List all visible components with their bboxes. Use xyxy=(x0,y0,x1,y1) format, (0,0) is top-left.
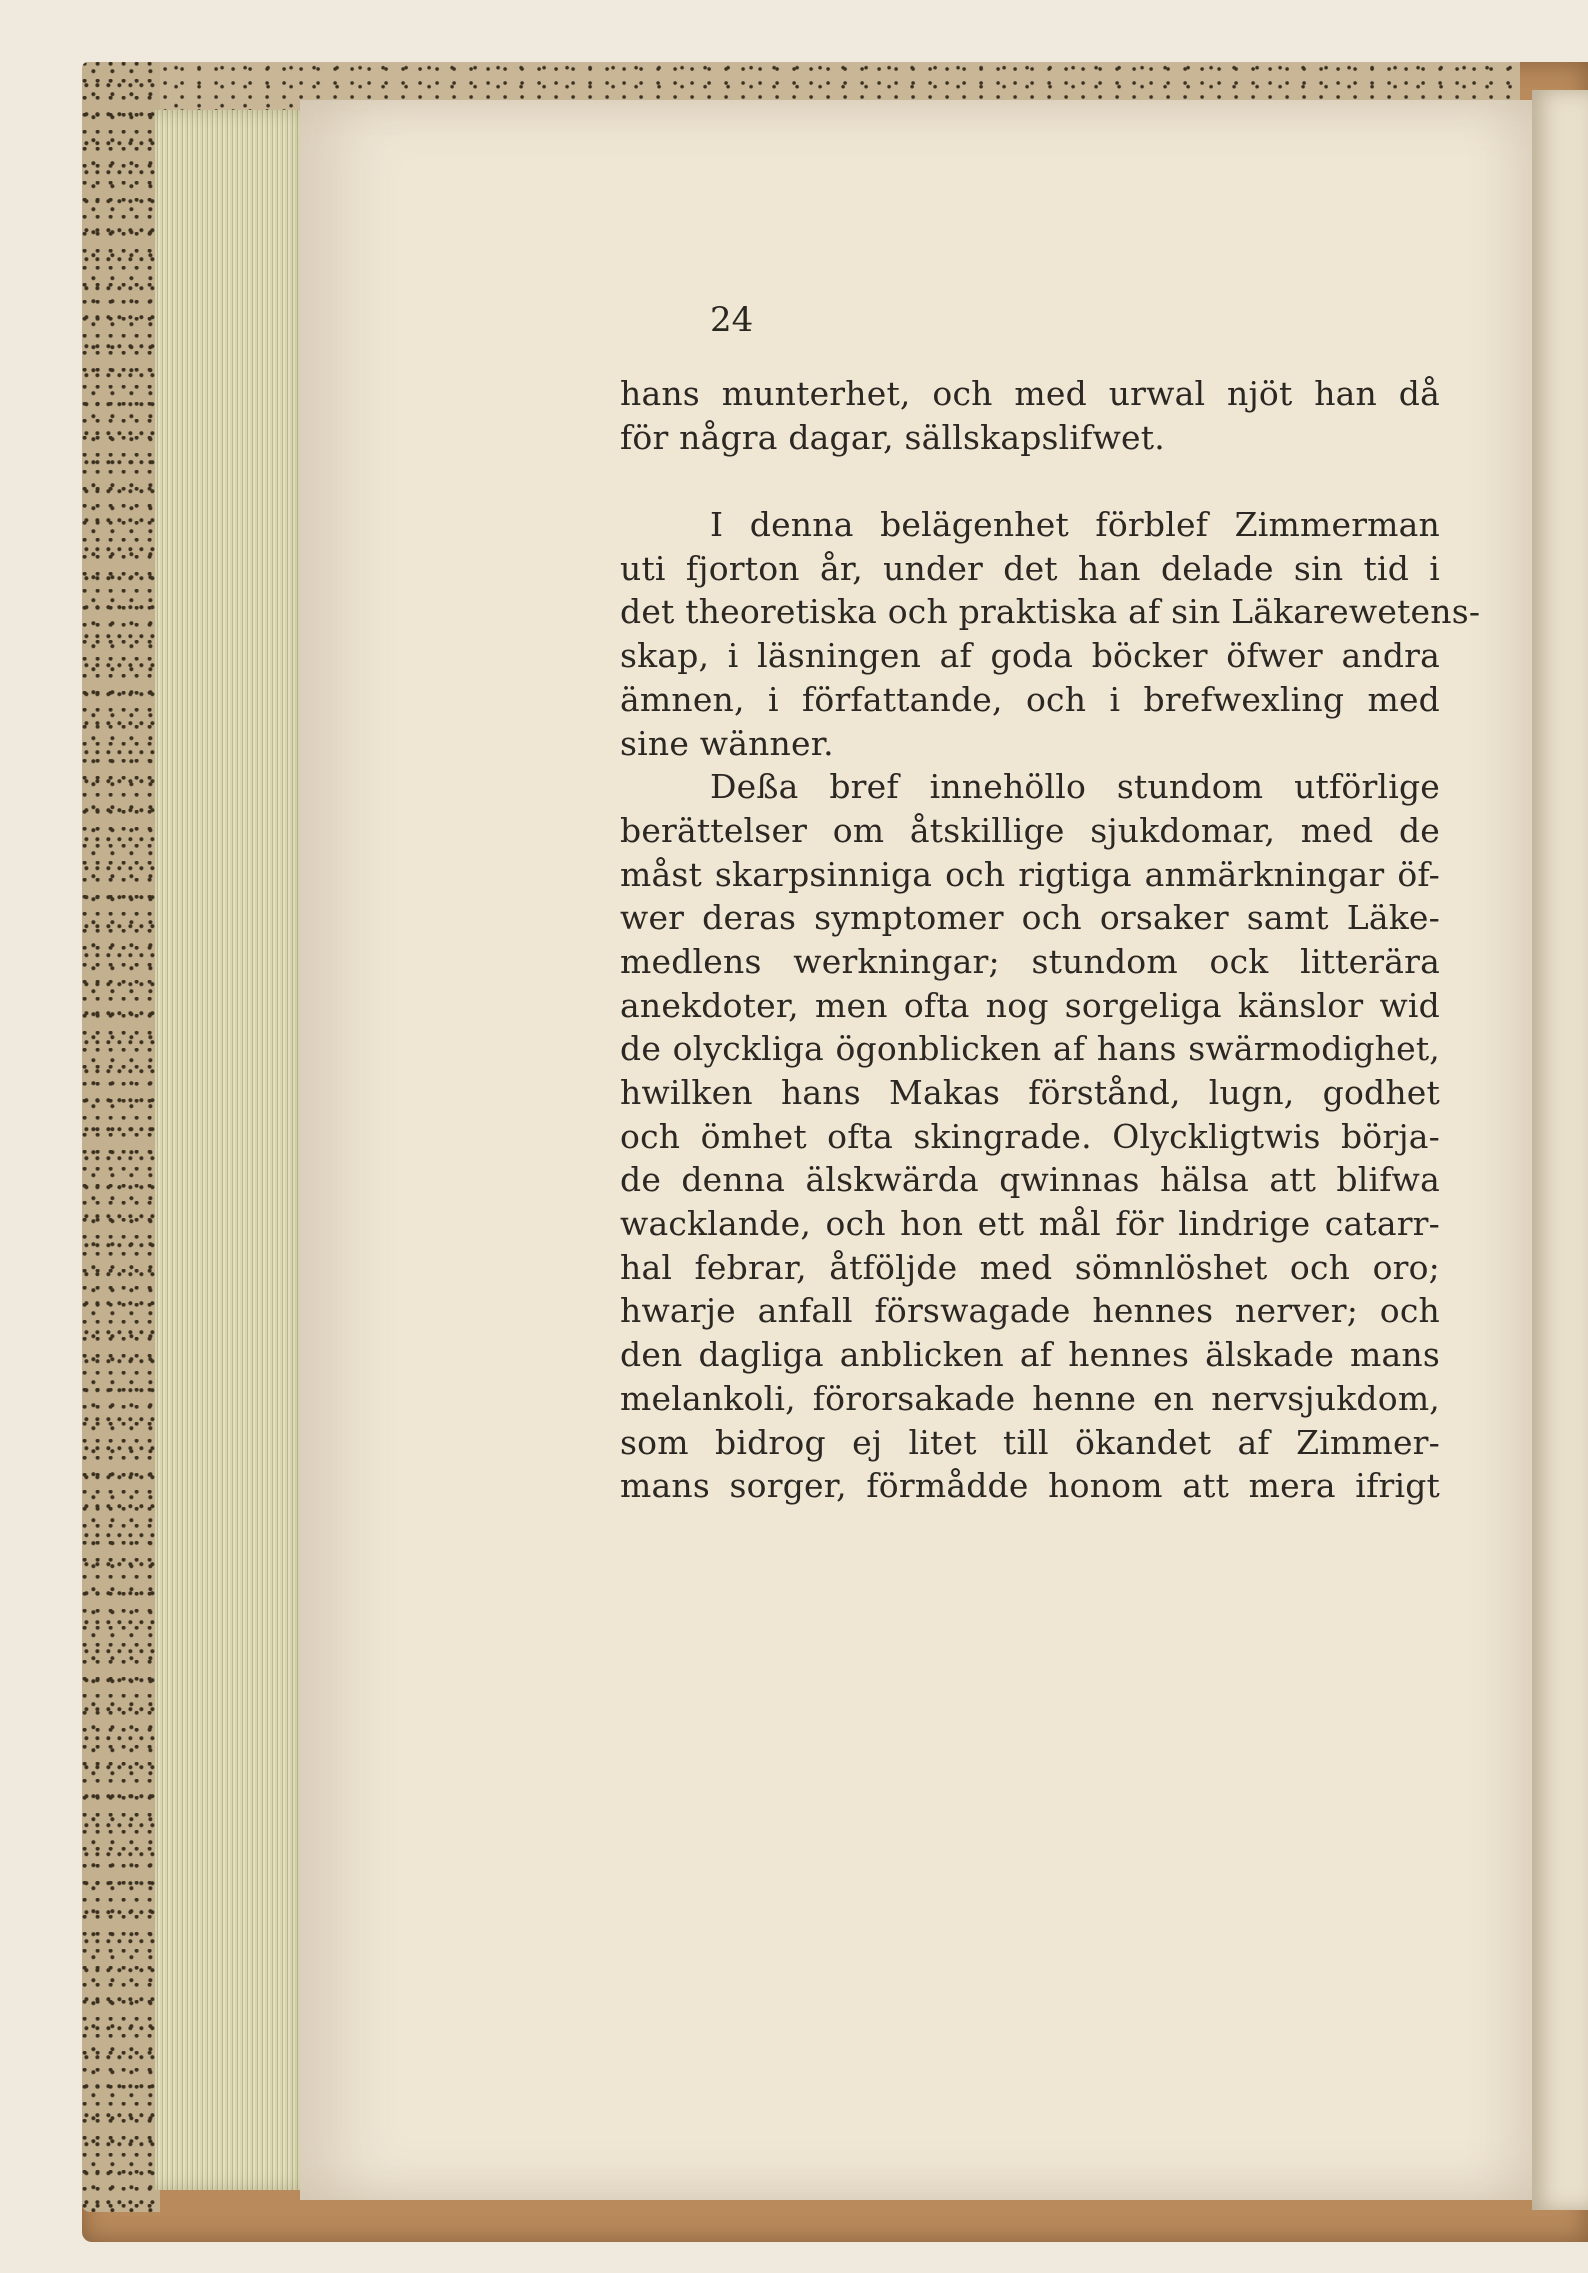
text-line: måst skarpsinniga och rigtiga anmärkningar öf- xyxy=(620,854,1440,894)
text-line: wacklande, och hon ett mål för lindrige catarr- xyxy=(620,1204,1440,1244)
facing-page-edge xyxy=(1532,90,1588,2210)
text-line: hwilken hans Makas förstånd, lugn, godhet xyxy=(620,1073,1440,1112)
text-line: berättelser om åtskillige sjukdomar, med de xyxy=(620,810,1440,850)
text-line: det theoretiska och praktiska af sin Läkarewetens- xyxy=(620,592,1481,632)
text-line: anekdoter, men ofta nog sorgeliga känslor wid xyxy=(620,985,1440,1025)
page-text xyxy=(620,372,1481,1508)
text-line: de olyckliga ögonblicken af hans swärmodighet, xyxy=(620,1029,1440,1069)
text-line: medlens werkningar; stundom ock litterära xyxy=(620,941,1440,981)
page-number: 24 xyxy=(710,300,754,340)
text-line: I denna belägenhet förblef Zimmerman xyxy=(710,505,1440,545)
paragraph-gap xyxy=(620,459,1440,503)
text-line: wer deras symptomer och orsaker samt Läke- xyxy=(620,898,1440,938)
text-line: hal febrar, åtföljde med sömnlöshet och oro; xyxy=(620,1247,1440,1287)
text-line: hans munterhet, och med urwal njöt han då xyxy=(620,374,1440,413)
text-line: uti fjorton år, under det han delade sin tid i xyxy=(620,548,1440,588)
text-line: Deßa bref innehöllo stundom utförlige xyxy=(710,767,1440,807)
text-line: som bidrog ej litet till ökandet af Zimmer- xyxy=(620,1422,1440,1462)
text-line: melankoli, förorsakade henne en nervsjukdom, xyxy=(620,1378,1440,1418)
text-line: de denna älskwärda qwinnas hälsa att blifwa xyxy=(620,1160,1440,1200)
text-line: för några dagar, sällskapslifwet. xyxy=(620,417,1165,457)
text-line: och ömhet ofta skingrade. Olyckligtwis börja- xyxy=(620,1116,1440,1156)
text-line: sine wänner. xyxy=(620,723,834,763)
text-line: den dagliga anblicken af hennes älskade mans xyxy=(620,1335,1440,1375)
speckled-edge xyxy=(82,62,160,2212)
page-stack-edges xyxy=(155,110,315,2190)
text-line: ämnen, i författande, och i brefwexling med xyxy=(620,679,1440,719)
text-line: skap, i läsningen af goda böcker öfwer andra xyxy=(620,636,1440,676)
text-line: mans sorger, förmådde honom att mera ifrigt xyxy=(620,1466,1440,1506)
text-line: hwarje anfall förswagade hennes nerver; och xyxy=(620,1291,1440,1331)
